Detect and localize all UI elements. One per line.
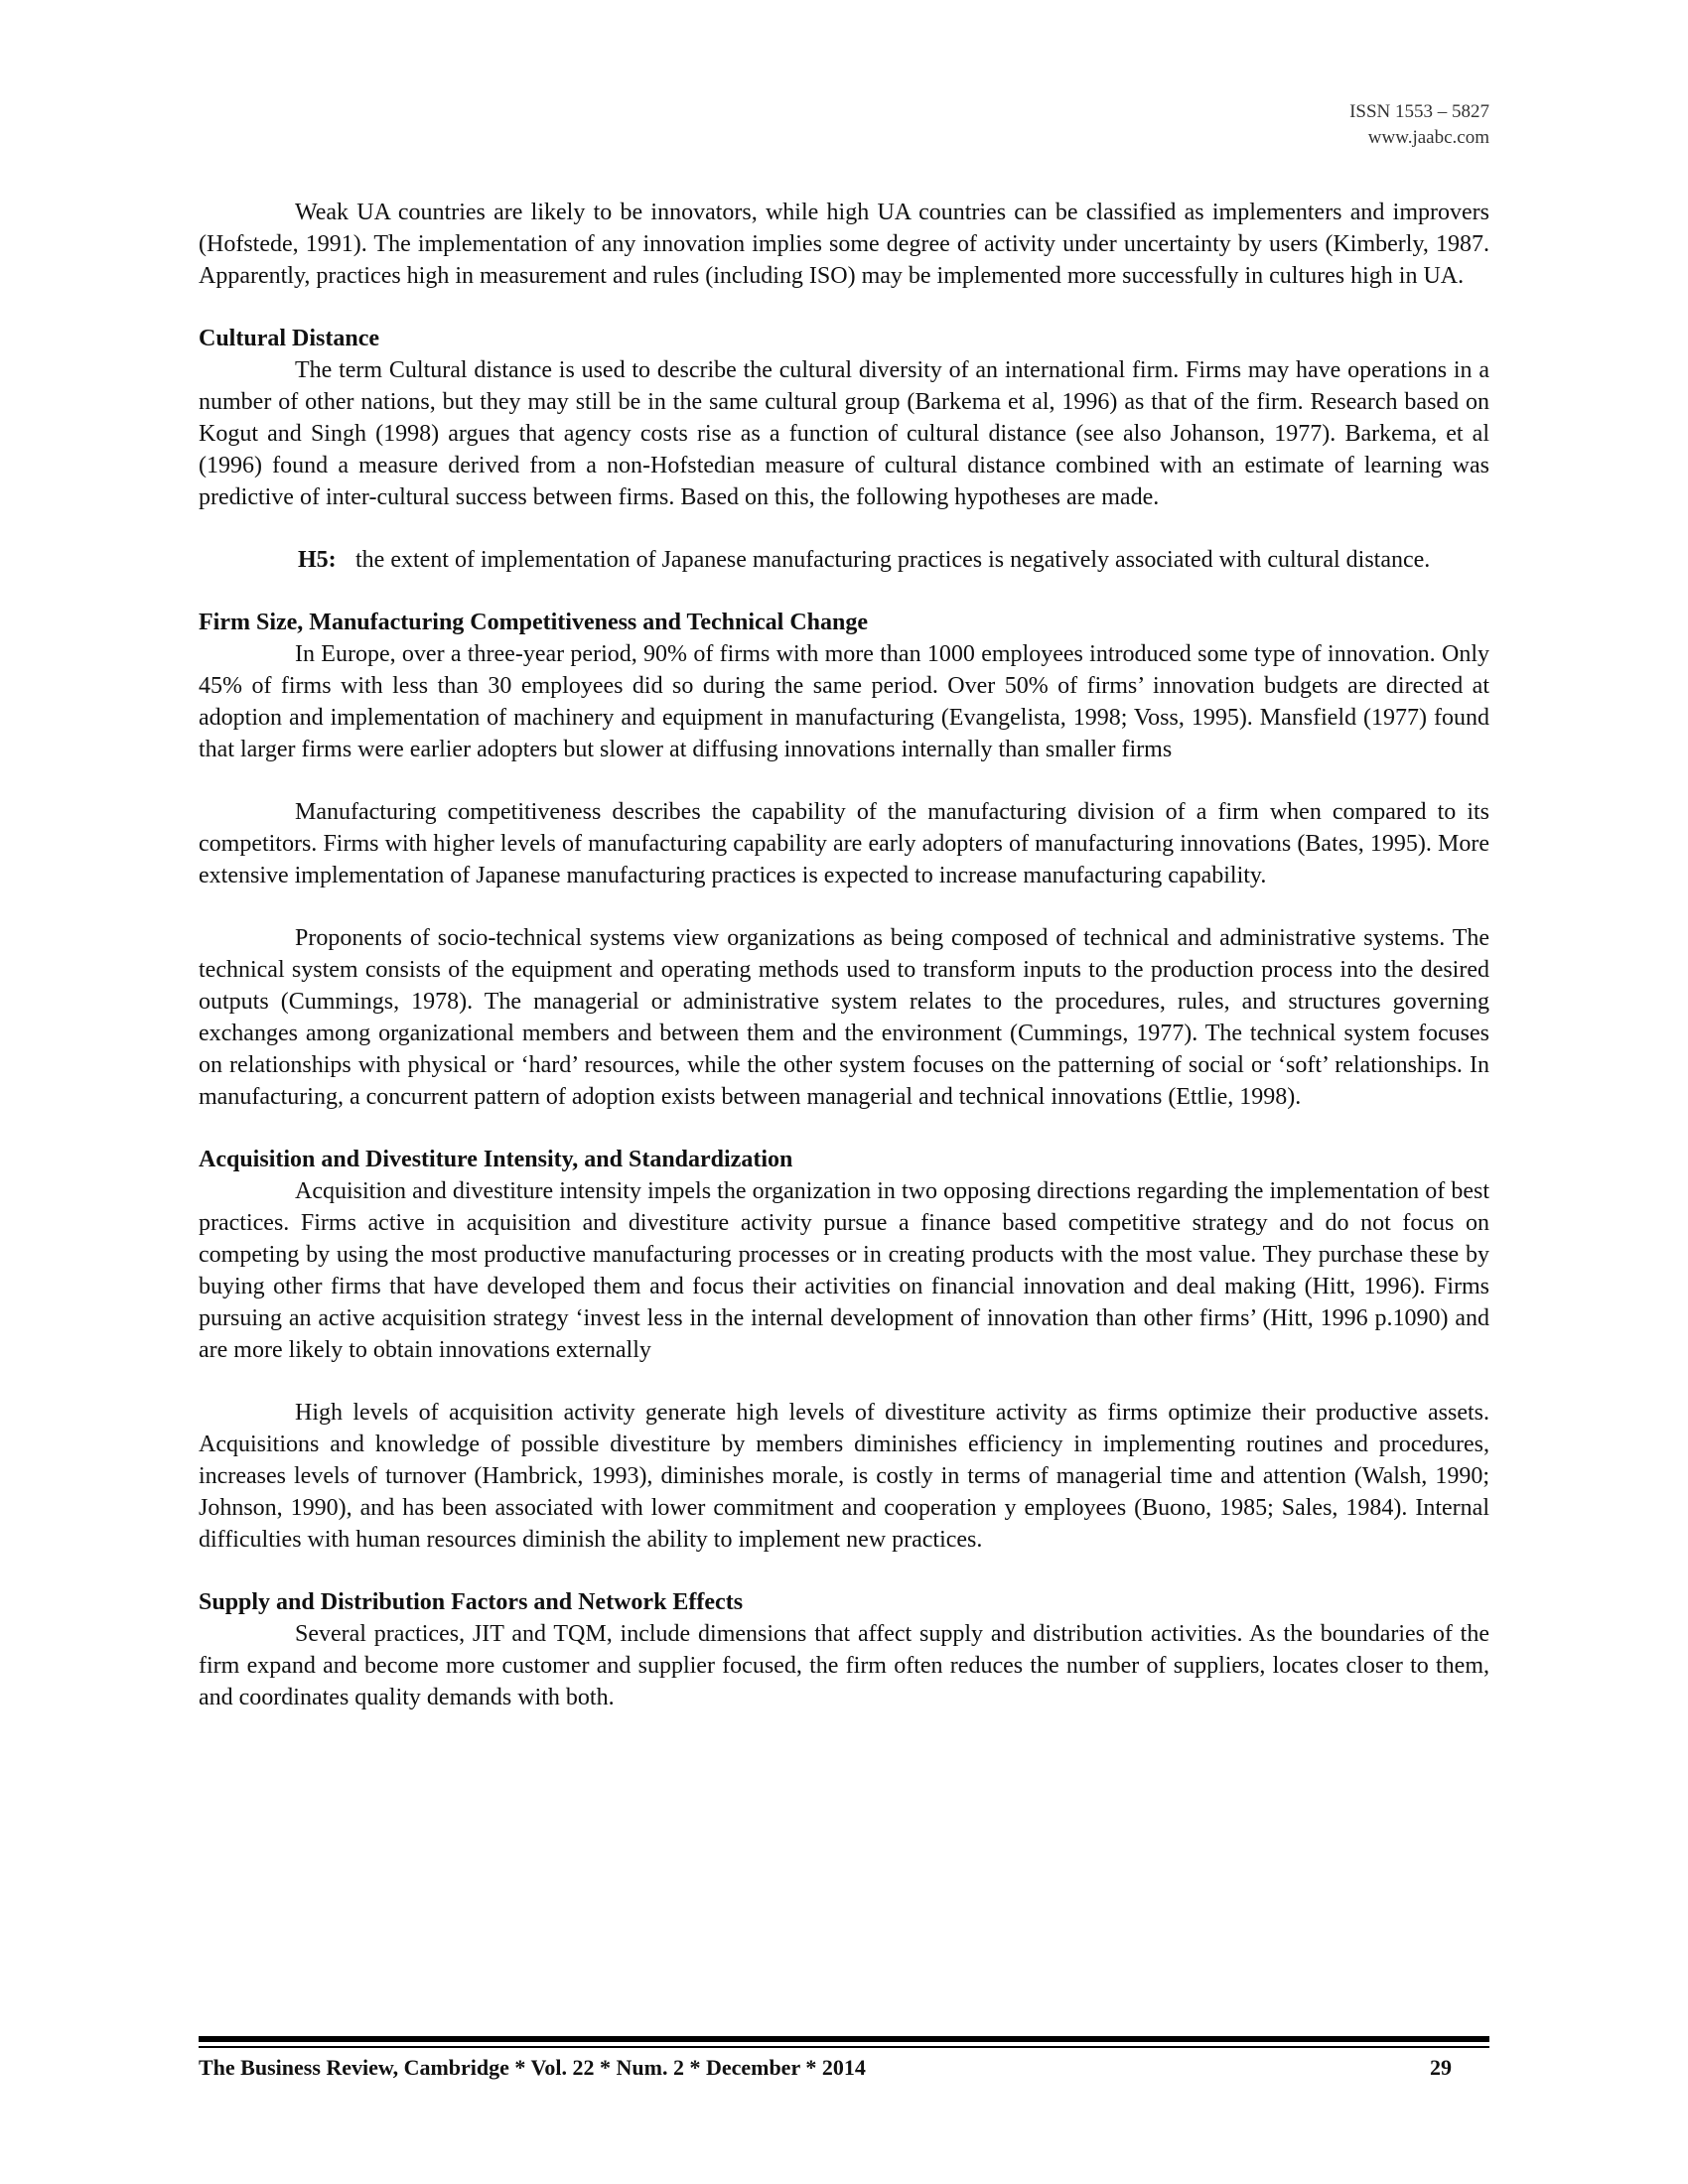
hypothesis-text: the extent of implementation of Japanese manufacturing practices is negatively associated with cultural distance. bbox=[355, 547, 1431, 573]
paragraph-supply: Several practices, JIT and TQM, include dimensions that affect supply and distribution activities. As the boundaries of the firm expand and become more customer and supplier focused, the firm often reduces the number of suppliers, locates closer to them, and coordinates quality demands with both. bbox=[199, 1621, 1489, 1710]
section-heading-supply: Supply and Distribution Factors and Network Effects bbox=[199, 1589, 744, 1615]
hypothesis-h5 bbox=[298, 544, 1489, 576]
journal-citation: The Business Review, Cambridge * Vol. 22 * Num. 2 * December * 2014 bbox=[199, 2055, 866, 2080]
paragraph-ua: Weak UA countries are likely to be innovators, while high UA countries can be classified as implementers and improvers (Hofstede, 1991). The implementation of any innovation implies some degree of activity under uncertainty by users (Kimberly, 1987. Apparently, practices high in measurement and rules (including ISO) may be implemented more successfully in cultures high in UA. bbox=[199, 200, 1489, 289]
paragraph-acquisition: Acquisition and divestiture intensity impels the organization in two opposing directions regarding the implementation of best practices. Firms active in acquisition and divestiture activity pursue a finance based competitive strategy and do not focus on competing by using the most productive manufacturing processes or in creating products with the most value. They purchase these by buying other firms that have developed them and focus their activities on financial innovation and deal making (Hitt, 1996). Firms pursuing an active acquisition strategy ‘invest less in the internal development of innovation than other firms’ (Hitt, 1996 p.1090) and are more likely to obtain innovations externally bbox=[199, 1178, 1489, 1363]
paragraph-manufacturing-competitiveness: Manufacturing competitiveness describes the capability of the manufacturing division of a firm when compared to its competitors. Firms with higher levels of manufacturing capability are early adopters of manufacturing innovations (Bates, 1995). More extensive implementation of Japanese manufacturing practices is expected to increase manufacturing capability. bbox=[199, 799, 1489, 888]
footer-rule-thick bbox=[199, 2036, 1489, 2042]
paragraph-socio-technical: Proponents of socio-technical systems view organizations as being composed of technical and administrative systems. The technical system consists of the equipment and operating methods used to transform inputs to the production process into the desired outputs (Cummings, 1978). The managerial or administrative system relates to the procedures, rules, and structures governing exchanges among organizational members and between them and the environment (Cummings, 1977). The technical system focuses on relationships with physical or ‘hard’ resources, while the other system focuses on the patterning of social or ‘soft’ relationships. In manufacturing, a concurrent pattern of adoption exists between managerial and technical innovations (Ettlie, 1998). bbox=[199, 925, 1489, 1110]
paragraph-divestiture: High levels of acquisition activity generate high levels of divestiture activity as firms optimize their productive assets. Acquisitions and knowledge of possible divestiture by members diminishes efficiency in implementing routines and procedures, increases levels of turnover (Hambrick, 1993), diminishes morale, is costly in terms of managerial time and attention (Walsh, 1990; Johnson, 1990), and has been associated with lower commitment and cooperation y employees (Buono, 1985; Sales, 1984). Internal difficulties with human resources diminish the ability to implement new practices. bbox=[199, 1400, 1489, 1553]
section-heading-cultural-distance: Cultural Distance bbox=[199, 326, 379, 351]
hypothesis-label: H5: bbox=[298, 547, 337, 573]
paragraph-cultural-distance: The term Cultural distance is used to describe the cultural diversity of an international firm. Firms may have operations in a number of other nations, but they may still be in the same cultural group (Barkema et al, 1996) as that of the firm. Research based on Kogut and Singh (1998) argues that agency costs rise as a function of cultural distance (see also Johanson, 1977). Barkema, et al (1996) found a measure derived from a non-Hofstedian measure of cultural distance combined with an estimate of learning was predictive of inter-cultural success between firms. Based on this, the following hypotheses are made. bbox=[199, 357, 1489, 510]
section-heading-acquisition: Acquisition and Divestiture Intensity, and Standardization bbox=[199, 1147, 793, 1172]
website-text: www.jaabc.com bbox=[1367, 127, 1489, 148]
section-heading-firm-size: Firm Size, Manufacturing Competitiveness and Technical Change bbox=[199, 610, 869, 635]
article-body bbox=[199, 197, 1489, 1713]
issn-text: ISSN 1553 – 5827 bbox=[1349, 101, 1489, 122]
footer-rule-thin bbox=[199, 2046, 1489, 2048]
page-number: 29 bbox=[1430, 2055, 1452, 2080]
page-header bbox=[1349, 99, 1489, 151]
paragraph-firm-size: In Europe, over a three-year period, 90% of firms with more than 1000 employees introduced some type of innovation. Only 45% of firms with less than 30 employees did so during the same period. Over 50% of firms’ innovation budgets are directed at adoption and implementation of machinery and equipment in manufacturing (Evangelista, 1998; Voss, 1995). Mansfield (1977) found that larger firms were earlier adopters but slower at diffusing innovations internally than smaller firms bbox=[199, 641, 1489, 762]
